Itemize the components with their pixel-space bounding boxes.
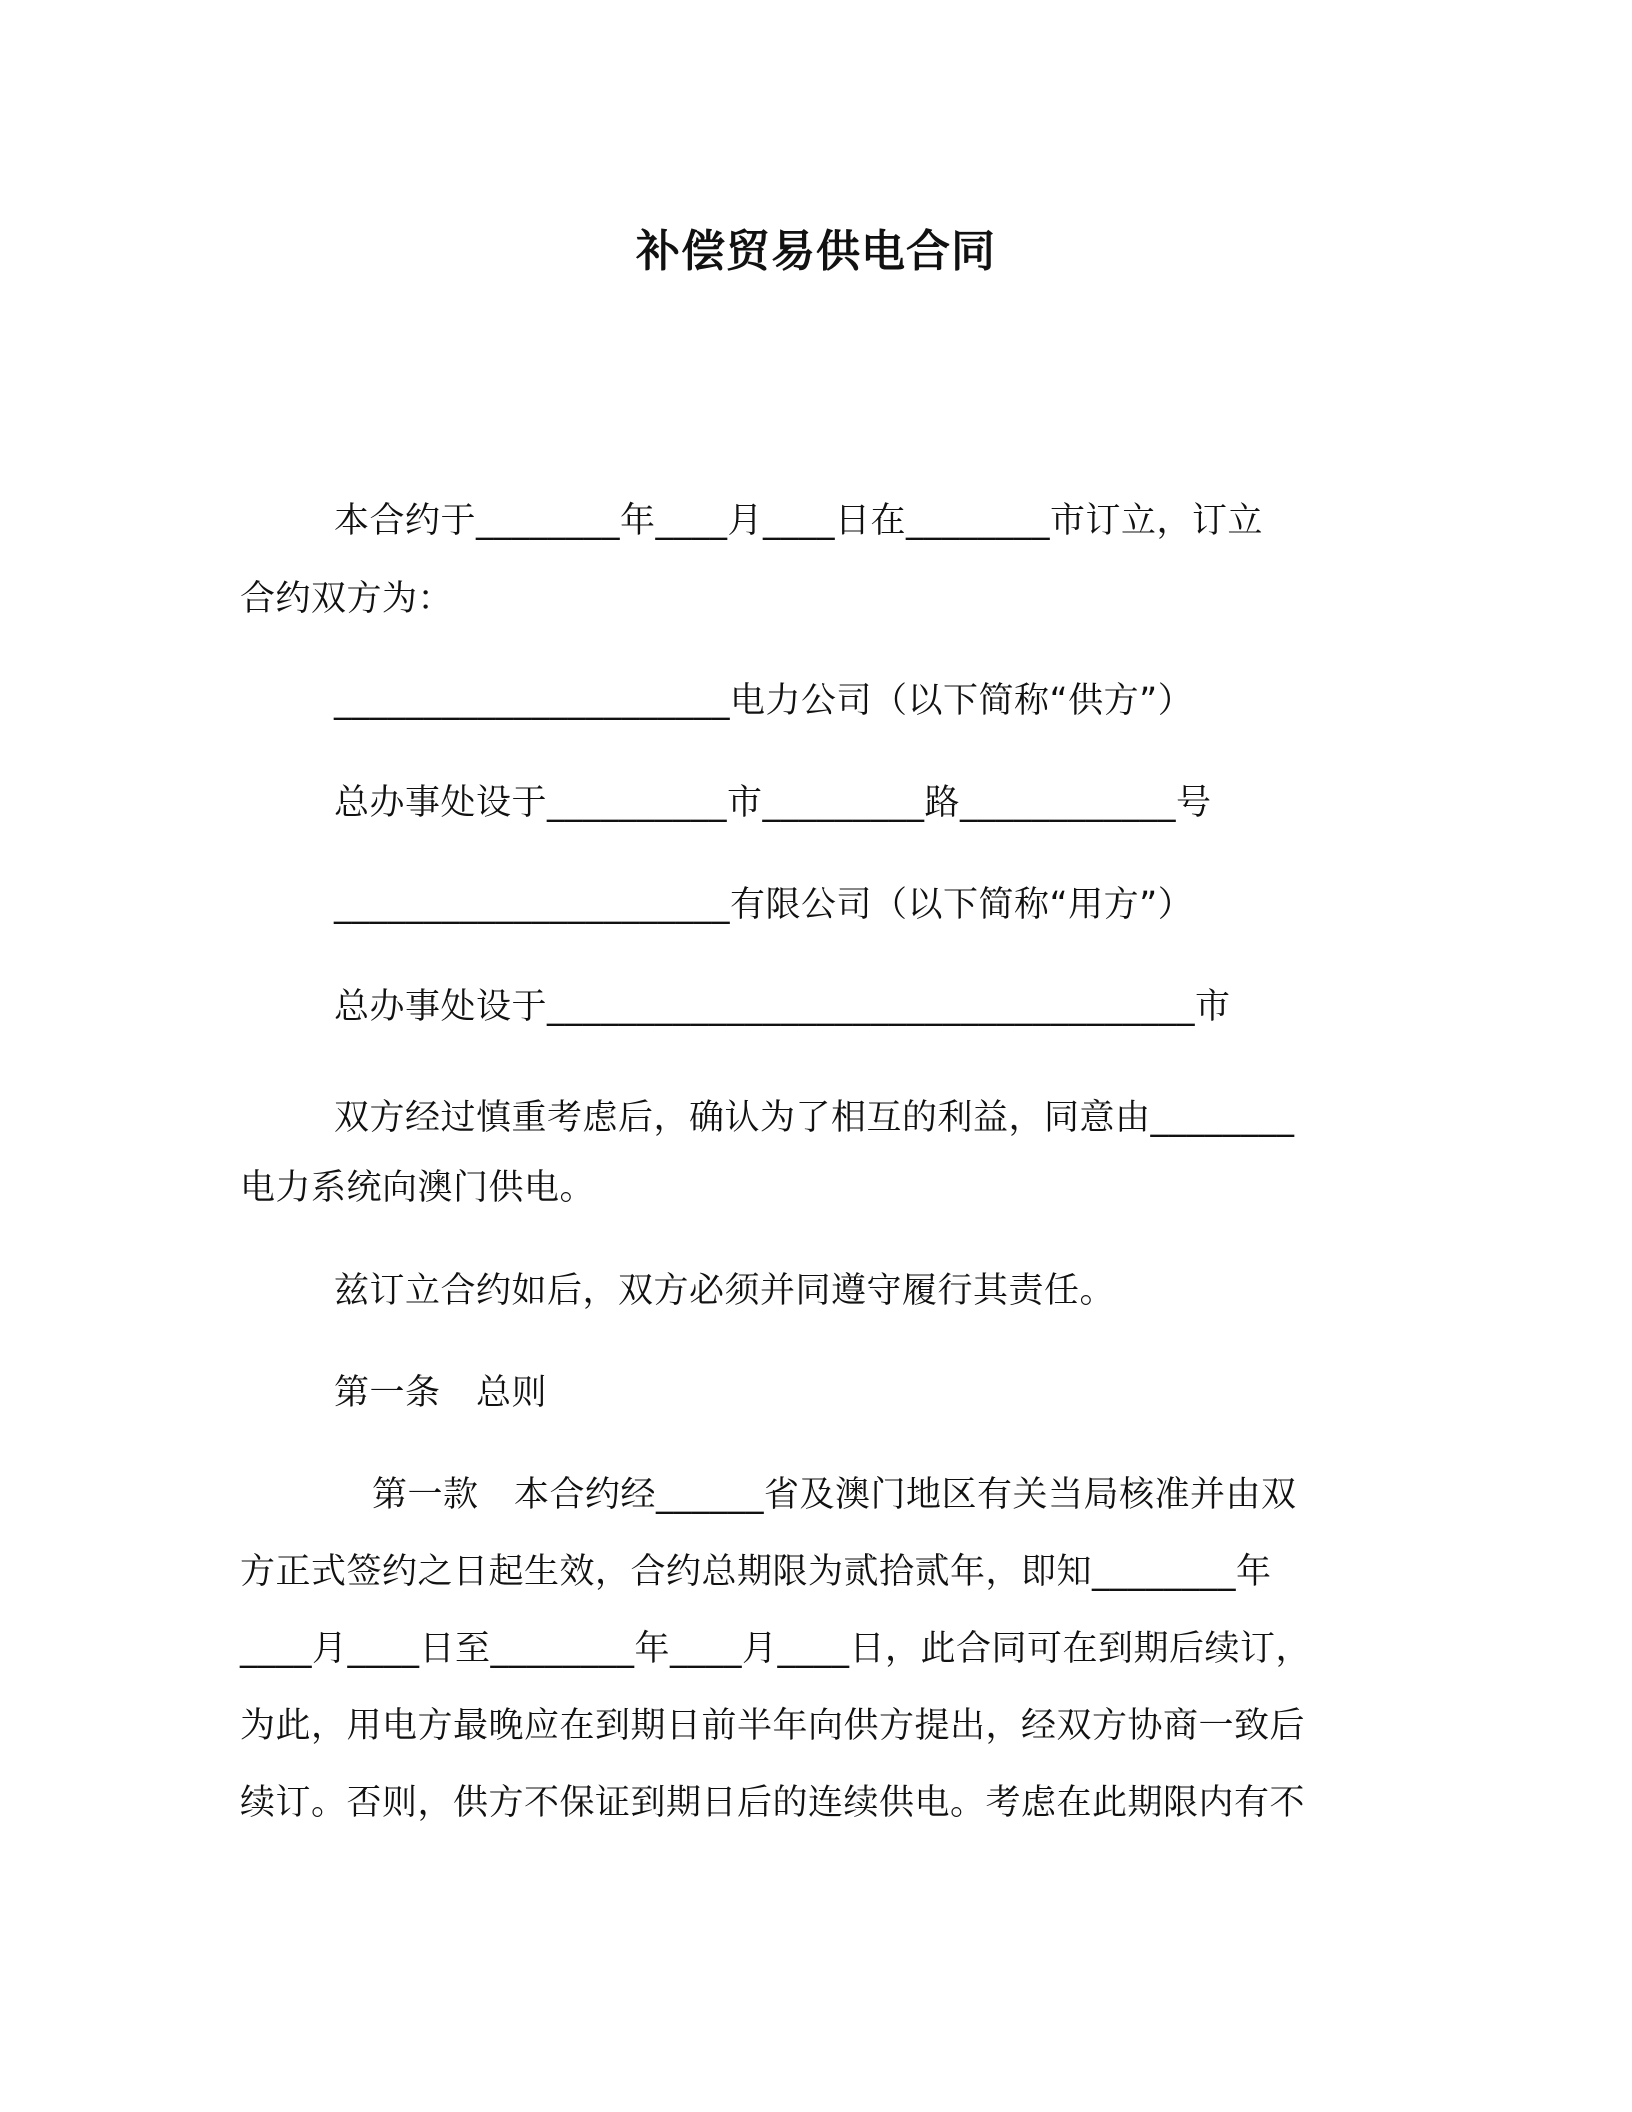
- paragraph-line: 本合约于________年____月____日在________市订立，订立: [334, 501, 1264, 541]
- clause-line: 为此，用电方最晚应在到期日前半年向供方提出，经双方协商一致后: [240, 1706, 1306, 1746]
- clause-line: 方正式签约之日起生效，合约总期限为贰拾贰年，即知________年: [240, 1552, 1272, 1592]
- document-title: 补偿贸易供电合同: [636, 226, 996, 277]
- paragraph-line: 双方经过慎重考虑后，确认为了相互的利益，同意由________: [334, 1098, 1295, 1138]
- clause-line: 第一款 本合约经______省及澳门地区有关当局核准并由双: [372, 1475, 1297, 1515]
- party-b-address-line: 总办事处设于____________________________________市: [334, 987, 1231, 1027]
- party-a-address-line: 总办事处设于__________市_________路____________号: [334, 783, 1212, 823]
- party-b-line: ______________________有限公司（以下简称“用方”）: [334, 885, 1194, 925]
- clause-line: 续订。否则，供方不保证到期日后的连续供电。考虑在此期限内有不: [240, 1783, 1306, 1823]
- paragraph-line: 合约双方为：: [240, 579, 454, 619]
- clause-line: ____月____日至________年____月____日，此合同可在到期后续订，: [240, 1629, 1312, 1669]
- paragraph-line: 电力系统向澳门供电。: [240, 1168, 596, 1208]
- party-a-line: ______________________电力公司（以下简称“供方”）: [334, 681, 1194, 721]
- paragraph-line: 兹订立合约如后，双方必须并同遵守履行其责任。: [334, 1271, 1116, 1311]
- section-heading: 第一条 总则: [334, 1373, 548, 1413]
